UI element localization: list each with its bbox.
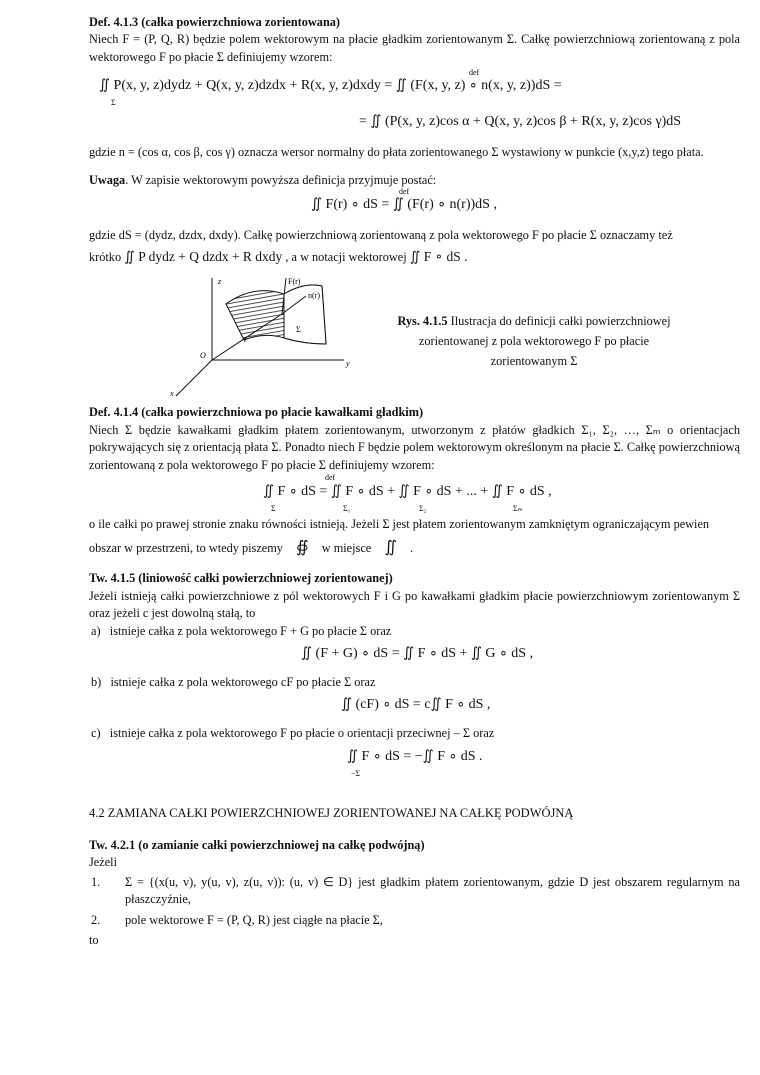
tw-4-1-5-equation-c: ∬ F ∘ dS = −∬ F ∘ dS . −Σ: [347, 748, 483, 778]
svg-text:n(r): n(r): [308, 291, 320, 301]
tw-4-1-5-title: Tw. 4.1.5 (liniowość całki powierzchniowej zorientowanej): [89, 571, 393, 586]
def-4-1-4-title: Def. 4.1.4 (całka powierzchniowa po płacie kawałkami gładkim): [89, 405, 424, 420]
tw-4-2-1-outro: to: [89, 932, 99, 947]
uwaga-text-2: krótko ∬ P dydz + Q dzdx + R dxdy , a w notacji wektorowej ∬ F ∘ dS .: [89, 248, 468, 264]
svg-text:z: z: [218, 277, 222, 287]
tw-4-2-1-title: Tw. 4.2.1 (o zamianie całki powierzchniowej na całkę podwójną): [89, 837, 425, 852]
def-4-1-4-equation: ∬ F ∘ dS = ∬ F ∘ dS + ∬ F ∘ dS + ... + ∬ F ∘ dS , def Σ Σ₁ Σ₂ Σₘ: [263, 472, 552, 513]
tw-4-2-1-item-2: 2. pole wektorowe F = (P, Q, R) jest ciągłe na płacie Σ,: [91, 913, 383, 928]
def-4-1-4-text-3: obszar w przestrzeni, to wtedy piszemy ∯ w miejsce ∬ .: [89, 539, 414, 557]
svg-text:O: O: [200, 351, 206, 361]
svg-text:x: x: [170, 389, 174, 399]
section-4-2-heading: 4.2 ZAMIANA CAŁKI POWIERZCHNIOWEJ ZORIENTOWANEJ NA CAŁKĘ PODWÓJNĄ: [89, 805, 574, 820]
def-4-1-4-text-2: o ile całki po prawej stronie znaku równości istnieją. Jeżeli Σ jest płatem zorientowanym zamkniętym ograniczającym pewien: [89, 516, 710, 531]
svg-text:y: y: [346, 359, 350, 369]
uwaga-text-1: gdzie dS = (dydz, dzdx, dxdy). Całkę powierzchniową zorientowaną z pola wektorowego F po płacie Σ oznaczamy też: [89, 228, 673, 243]
figure-4-1-5: [89, 274, 740, 402]
def-4-1-4-text: Niech Σ będzie kawałkami gładkim płatem zorientowanym, utworzonym z płatów gładkich Σ₁, Σ₂, …, Σₘ o orientacjach pokrywających się z orientacją płata Σ. Ponadto niech F będzie polem wektorowym określonym na płacie Σ. Całkę powierzchniową zorientowaną z pola wektorowego F po płacie Σ definiujemy wzorem:: [89, 422, 740, 472]
uwaga-equation: ∬ F(r) ∘ dS = ∬ (F(r) ∘ n(r))dS , def: [311, 187, 497, 213]
figure-caption: Rys. 4.1.5 Ilustracja do definicji całki powierzchniowej zorientowanej z pola wektorowego F po płacie zorientowanym Σ: [397, 314, 671, 368]
tw-4-1-5-equation-a: ∬ (F + G) ∘ dS = ∬ F ∘ dS + ∬ G ∘ dS ,: [301, 645, 534, 661]
tw-4-1-5-item-c: c) istnieje całka z pola wektorowego F po płacie o orientacji przeciwnej – Σ oraz: [91, 726, 495, 741]
svg-text:F(r): F(r): [288, 277, 301, 287]
tw-4-1-5-equation-b: ∬ (cF) ∘ dS = c∬ F ∘ dS ,: [341, 697, 491, 713]
def-4-1-3-text: Niech F = (P, Q, R) będzie polem wektorowym na płacie gładkim zorientowanym Σ. Całkę powierzchniową zorientowaną z pola wektorowego F po płacie Σ definiujemy wzorem:: [89, 32, 740, 64]
def-4-1-3-note: gdzie n = (cos α, cos β, cos γ) oznacza wersor normalny do płata zorientowanego Σ wystawiony w punkcie (x,y,z) tego płata.: [89, 145, 704, 160]
svg-text:r: r: [244, 335, 247, 345]
tw-4-2-1-item-1: 1. Σ = {(x(u, v), y(u, v), z(u, v)): (u, v) ∈ D} jest gładkim płatem zorientowanym, gdzie D jest obszarem regularnym na płaszczyźnie,: [91, 874, 740, 906]
x-axis: [176, 360, 212, 396]
tw-4-1-5-text: Jeżeli istnieją całki powierzchniowe z pól wektorowych F i G po kawałkami gładkim płacie powierzchniowym zorientowanym Σ oraz jeżeli c jest dowolną stałą, to: [89, 588, 740, 621]
def-4-1-3-title: Def. 4.1.3 (całka powierzchniowa zorientowana): [89, 15, 341, 29]
def-4-1-3-equation-1: ∬ P(x, y, z)dydz + Q(x, y, z)dzdx + R(x, y, z)dxdy = ∬ (F(x, y, z) ∘ n(x, y, z))dS = Σ def: [99, 68, 562, 108]
uwaga-paragraph: Uwaga. W zapisie wektorowym powyższa definicja przyjmuje postać:: [89, 172, 437, 187]
tw-4-1-5-item-a: a) istnieje całka z pola wektorowego F + G po płacie Σ oraz: [91, 623, 392, 638]
tw-4-2-1-intro: Jeżeli: [89, 855, 117, 870]
svg-text:Σ: Σ: [296, 325, 301, 335]
surface-diagram: [164, 274, 424, 402]
tw-4-1-5-item-b: b) istnieje całka z pola wektorowego cF po płacie Σ oraz: [91, 674, 376, 689]
def-4-1-3-equation-2: = ∬ (P(x, y, z)cos α + Q(x, y, z)cos β + R(x, y, z)cos γ)dS: [359, 114, 682, 130]
